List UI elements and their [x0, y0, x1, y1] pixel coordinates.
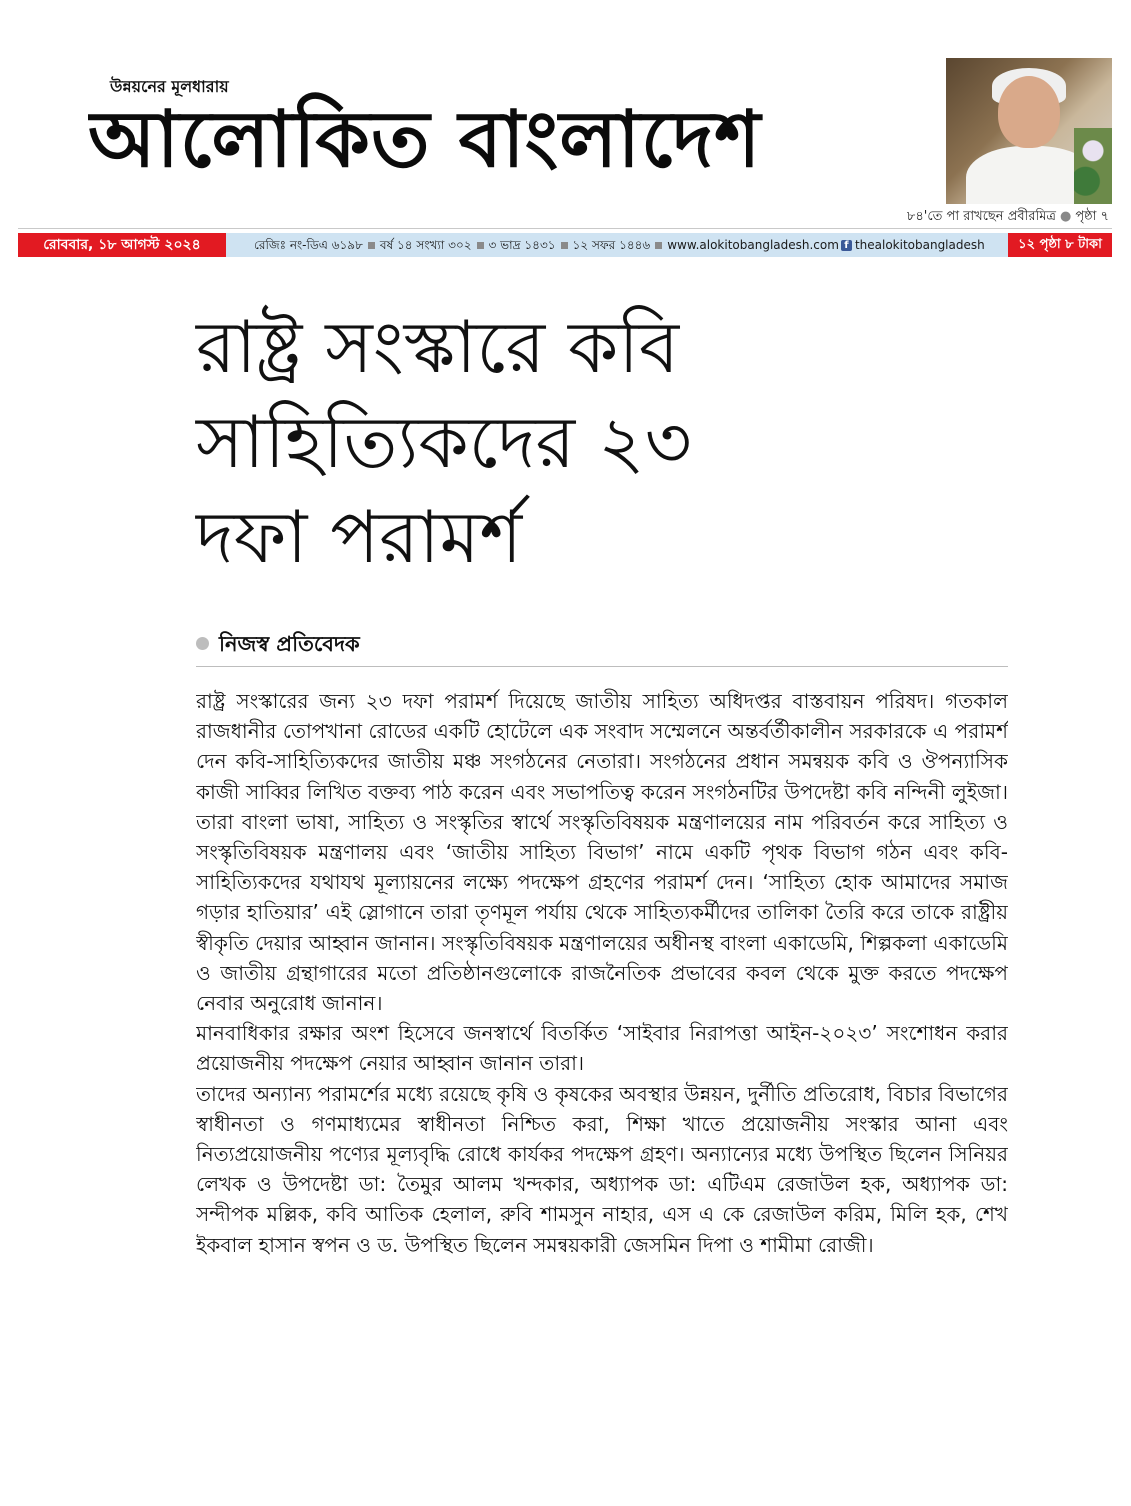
issue-info: [254, 233, 1000, 257]
teaser-caption[interactable]: [907, 207, 1109, 228]
article-byline: [196, 628, 360, 663]
masthead-tagline: উন্নয়নের মূলধারায়: [110, 77, 229, 96]
teaser-page-ref: পৃষ্ঠা ৭: [1075, 209, 1109, 224]
headline-line: রাষ্ট্র সংস্কারে কবি: [196, 305, 680, 389]
headline-line: সাহিত্যিকদের ২৩: [196, 400, 692, 484]
bangla-date: ৩ ভাদ্র ১৪৩১: [488, 238, 556, 252]
article-headline: [196, 300, 916, 585]
square-separator-icon: [561, 242, 568, 249]
issue-date: রোববার, ১৮ আগস্ট ২০২৪: [18, 233, 226, 257]
facebook-handle[interactable]: thealokitobangladesh: [854, 238, 985, 252]
byline-bullet-icon: [196, 637, 209, 650]
newspaper-nameplate-logo: আলোকিত বাংলাদেশ: [88, 94, 762, 185]
article-body: [196, 686, 1008, 1476]
teaser-portrait-photo[interactable]: [946, 58, 1112, 204]
volume-issue: বর্ষ ১৪ সংখ্যা ৩০২: [379, 238, 472, 252]
info-bar: [18, 233, 1112, 257]
headline-line: দফা পরামর্শ: [196, 495, 523, 579]
bullet-icon: ●: [1060, 209, 1072, 224]
photo-flowers-shape: [1074, 128, 1112, 204]
article-paragraph: রাষ্ট্র সংস্কারের জন্য ২৩ দফা পরামর্শ দিয়েছে জাতীয় সাহিত্য অধিদপ্তর বাস্তবায়ন পরিষদ। গতকাল রাজধানীর তোপখানা রোডের একটি হোটেলে এক সংবাদ সম্মেলনে অন্তর্বর্তীকালীন সরকারকে এ পরামর্শ দেন কবি-সাহিত্যিকদের জাতীয় মঞ্চ সংগঠনের নেতারা। সংগঠনের প্রধান সমন্বয়ক কবি ও ঔপন্যাসিক কাজী সাব্বির লিখিত বক্তব্য পাঠ করেন এবং সভাপতিত্ব করেন সংগঠনটির উপদেষ্টা কবি নন্দিনী লুইজা। তারা বাংলা ভাষা, সাহিত্য ও সংস্কৃতির স্বার্থে সংস্কৃতিবিষয়ক মন্ত্রণালয়ের নাম পরিবর্তন করে সাহিত্য ও সংস্কৃতিবিষয়ক মন্ত্রণালয় এবং ‘জাতীয় সাহিত্য বিভাগ’ নামে একটি পৃথক বিভাগ গঠন এবং কবি-সাহিত্যিকদের যথাযথ মূল্যায়নের লক্ষ্যে পদক্ষেপ গ্রহণের পরামর্শ দেন। ‘সাহিত্য হোক আমাদের সমাজ গড়ার হাতিয়ার’ এই স্লোগানে তারা তৃণমূল পর্যায় থেকে সাহিত্যকর্মীদের তালিকা তৈরি করে তাকে রাষ্ট্রীয় স্বীকৃতি দেয়ার আহ্বান জানান। সংস্কৃতিবিষয়ক মন্ত্রণালয়ের অধীনস্থ বাংলা একাডেমি, শিল্পকলা একাডেমি ও জাতীয় গ্রন্থাগারের মতো প্রতিষ্ঠানগুলোকে রাজনৈতিক প্রভাবের কবল থেকে মুক্ত করতে পদক্ষেপ নেবার অনুরোধ জানান।: [196, 689, 1008, 1016]
registration-number: রেজিঃ নং-ডিএ ৬১৯৮: [254, 238, 363, 252]
article-paragraph: তাদের অন্যান্য পরামর্শের মধ্যে রয়েছে কৃষি ও কৃষকের অবস্থার উন্নয়ন, দুর্নীতি প্রতিরোধ, বিচার বিভাগের স্বাধীনতা ও গণমাধ্যমের স্বাধীনতা নিশ্চিত করা, শিক্ষা খাতে প্রয়োজনীয় সংস্কার আনা এবং নিত্যপ্রয়োজনীয় পণ্যের মূল্যবৃদ্ধি রোধে কার্যকর পদক্ষেপ গ্রহণ। অন্যান্যের মধ্যে উপস্থিত ছিলেন সিনিয়র লেখক ও উপদেষ্টা ডা: তৈমুর আলম খন্দকার, অধ্যাপক ডা: এটিএম রেজাউল হক, অধ্যাপক ডা: সন্দীপক মল্লিক, কবি আতিক হেলাল, রুবি শামসুন নাহার, এস এ কে রেজাউল করিম, মিলি হক, শেখ ইকবাল হাসান স্বপন ও ড. উপস্থিত ছিলেন সমন্বয়কারী জেসমিন দিপা ও শামীমা রোজী।: [196, 1081, 1008, 1257]
masthead-divider: [18, 228, 1112, 229]
hijri-date: ১২ সফর ১৪৪৬: [572, 238, 651, 252]
square-separator-icon: [477, 242, 484, 249]
square-separator-icon: [368, 242, 375, 249]
square-separator-icon: [655, 242, 662, 249]
page-count-price: ১২ পৃষ্ঠা ৮ টাকা: [1008, 233, 1112, 257]
masthead: [0, 0, 1131, 270]
teaser-caption-text: ৮৪'তে পা রাখছেন প্রবীরমিত্র: [906, 209, 1056, 224]
facebook-icon: f: [841, 240, 852, 251]
byline-divider: [196, 666, 1008, 667]
photo-face-shape: [998, 76, 1060, 148]
article-paragraph: মানবাধিকার রক্ষার অংশ হিসেবে জনস্বার্থে বিতর্কিত ‘সাইবার নিরাপত্তা আইন-২০২৩’ সংশোধন করার প্রয়োজনীয় পদক্ষেপ নেয়ার আহ্বান জানান তারা।: [196, 1021, 1008, 1076]
website-link[interactable]: www.alokitobangladesh.com: [667, 238, 839, 252]
byline-text: নিজস্ব প্রতিবেদক: [219, 632, 360, 656]
